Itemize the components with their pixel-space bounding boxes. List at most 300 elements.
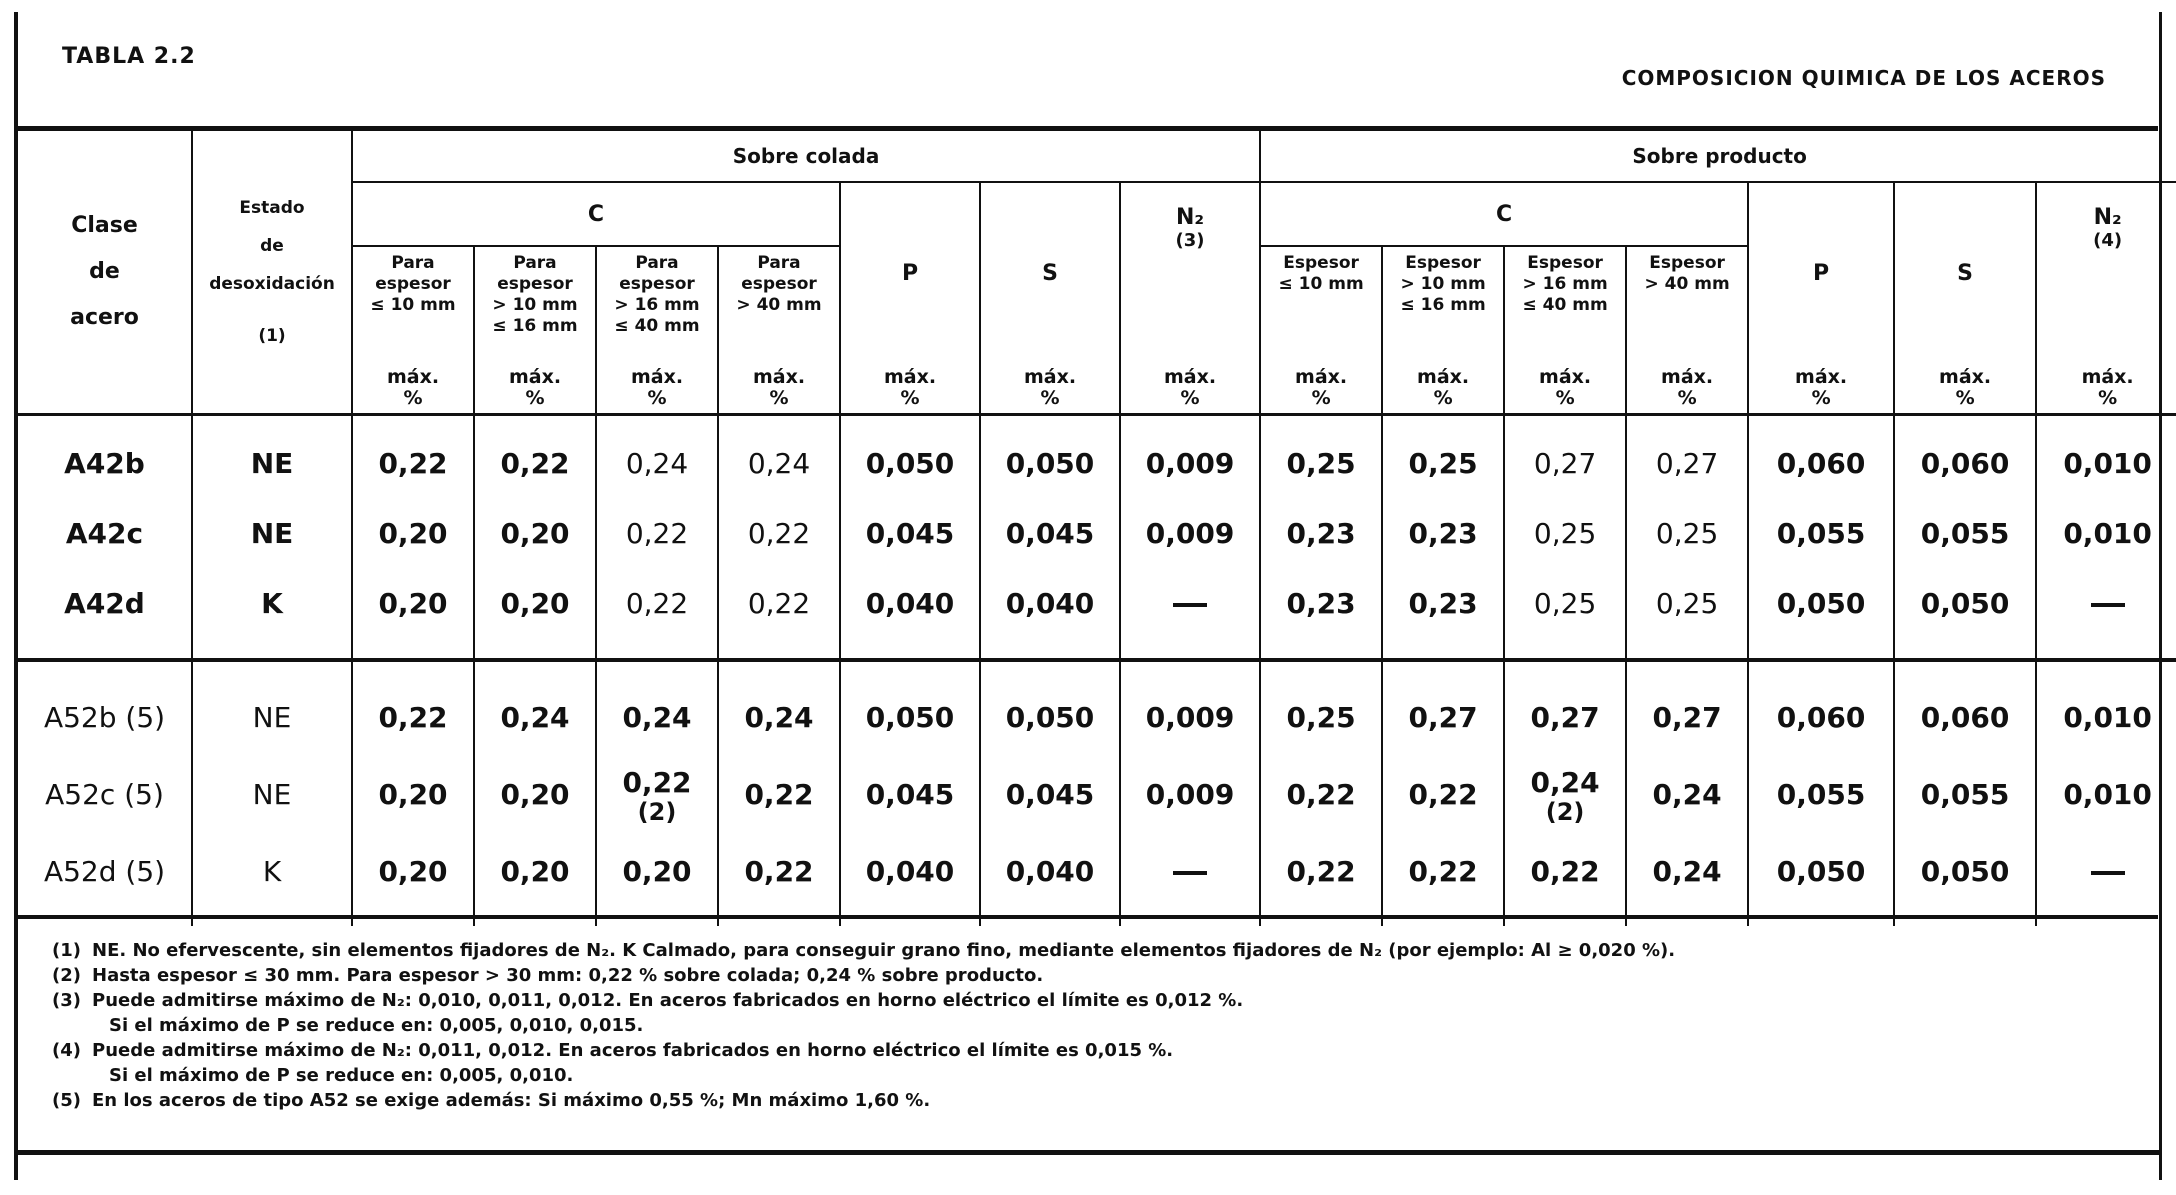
value-text: 0,010	[2063, 516, 2152, 550]
unit-max: máx.	[883, 366, 937, 388]
spacer-cell	[2036, 660, 2176, 682]
estado-header-line4: (1)	[258, 326, 286, 346]
bottom-rule	[14, 1150, 2162, 1155]
spacer-cell	[1382, 660, 1504, 682]
value-text: 0,050	[1776, 854, 1866, 888]
value-text: 0,045	[1005, 777, 1095, 811]
unit-cell	[1120, 363, 1260, 415]
value-cell	[352, 428, 474, 498]
colada-c-sub-2-line2: espesor	[497, 274, 573, 294]
colada-c-sub-3-line4: ≤ 40 mm	[614, 316, 700, 336]
value-text: 0,22	[1286, 777, 1356, 811]
spacer-cell	[1382, 415, 1504, 429]
value-cell	[840, 682, 980, 752]
spacer-cell	[1260, 660, 1382, 682]
footnote-number: (3)	[52, 990, 81, 1011]
inline-footnote-ref: (2)	[1545, 798, 1585, 826]
value-cell	[980, 836, 1120, 906]
value-text: 0,060	[1920, 700, 2010, 734]
spacer-cell	[18, 660, 192, 682]
colada-c-sub-1-line1: Para	[391, 253, 435, 273]
footnote-number: (5)	[52, 1090, 81, 1111]
footnote-number: (4)	[52, 1040, 81, 1061]
producto-c-sub-3-line2: > 16 mm	[1522, 274, 1608, 294]
colada-n2-header	[1120, 182, 1260, 363]
value-cell	[2036, 568, 2176, 638]
spacer-cell	[2036, 415, 2176, 429]
value-cell	[840, 568, 980, 638]
value-text: 0,25	[1655, 516, 1719, 550]
table-row	[18, 836, 2176, 906]
table-label: TABLA 2.2	[62, 44, 196, 69]
spacer-cell	[718, 638, 840, 660]
colada-c-sub-3-line2: espesor	[619, 274, 695, 294]
value-text: 0,045	[865, 777, 955, 811]
value-cell	[980, 568, 1120, 638]
footnote	[52, 1038, 1675, 1063]
spacer-cell	[980, 660, 1120, 682]
value-cell	[1382, 682, 1504, 752]
producto-c-sub-3-line3: ≤ 40 mm	[1522, 295, 1608, 315]
value-text: 0,20	[378, 516, 448, 550]
value-cell	[1894, 836, 2036, 906]
value-text: 0,24	[1530, 766, 1600, 799]
value-cell	[352, 568, 474, 638]
unit-percent: %	[525, 387, 545, 409]
value-cell	[980, 498, 1120, 568]
colada-c-sub-2-line4: ≤ 16 mm	[492, 316, 578, 336]
unit-percent: %	[647, 387, 667, 409]
value-text: 0,24	[747, 446, 811, 480]
dash-mark	[2091, 871, 2125, 875]
value-text: 0,22	[744, 854, 814, 888]
value-cell	[1748, 568, 1894, 638]
value-text: 0,27	[1408, 700, 1478, 734]
spacer-cell	[718, 660, 840, 682]
spacer-row	[18, 415, 2176, 429]
value-text: 0,20	[500, 516, 570, 550]
table-row	[18, 428, 2176, 498]
notes-rule	[18, 915, 2158, 919]
value-cell	[1894, 498, 2036, 568]
value-cell	[352, 752, 474, 836]
producto-c-sub-3	[1504, 246, 1626, 363]
spacer-cell	[840, 638, 980, 660]
footnote-text: Puede admitirse máximo de N₂: 0,011, 0,012. En aceros fabricados en horno eléctrico el límite es 0,015 %.	[92, 1040, 1174, 1061]
value-cell	[1626, 752, 1748, 836]
value-cell	[840, 428, 980, 498]
producto-c-sub-4-line2: > 40 mm	[1644, 274, 1730, 294]
value-cell	[718, 428, 840, 498]
value-text: 0,055	[1776, 516, 1866, 550]
spacer-cell	[1504, 660, 1626, 682]
unit-percent: %	[1955, 387, 1975, 409]
value-cell	[2036, 836, 2176, 906]
value-text: 0,22	[500, 446, 570, 480]
producto-n2-label: N₂	[2093, 205, 2122, 230]
spacer-cell	[192, 638, 352, 660]
unit-percent: %	[1311, 387, 1331, 409]
value-cell	[352, 836, 474, 906]
spacer-cell	[1626, 638, 1748, 660]
unit-cell	[1382, 363, 1504, 415]
value-text: 0,22	[625, 586, 689, 620]
footnote-text: NE. No efervescente, sin elementos fijadores de N₂. K Calmado, para conseguir grano fino, mediante elementos fijadores de N₂ (por ejemplo: Al ≥ 0,020 %).	[92, 940, 1676, 961]
spacer-cell	[1626, 660, 1748, 682]
value-text: 0,22	[1286, 854, 1356, 888]
value-cell	[840, 836, 980, 906]
spacer-cell	[980, 638, 1120, 660]
table-row	[18, 752, 2176, 836]
value-cell	[980, 682, 1120, 752]
value-text: 0,25	[1533, 586, 1597, 620]
value-cell	[1894, 428, 2036, 498]
dash-mark	[1173, 603, 1207, 607]
colada-c-sub-1	[352, 246, 474, 363]
unit-max: máx.	[1795, 366, 1848, 388]
value-text: 0,27	[1530, 700, 1600, 734]
footnote	[52, 1088, 1675, 1113]
clase-cell: A42b	[18, 428, 192, 498]
producto-c-sub-3-line1: Espesor	[1527, 253, 1603, 273]
sobre-colada-header: Sobre colada	[352, 131, 1260, 182]
value-cell	[474, 682, 596, 752]
value-cell	[1626, 836, 1748, 906]
colada-c-sub-3	[596, 246, 718, 363]
value-cell	[840, 498, 980, 568]
table-row	[18, 568, 2176, 638]
value-text: 0,009	[1145, 700, 1235, 734]
spacer-cell	[1120, 415, 1260, 429]
unit-max: máx.	[1023, 366, 1077, 388]
value-cell	[474, 752, 596, 836]
value-cell	[352, 498, 474, 568]
unit-max: máx.	[1661, 366, 1714, 388]
value-cell	[1626, 498, 1748, 568]
spacer-cell	[474, 638, 596, 660]
footnote	[52, 988, 1675, 1013]
value-cell	[1748, 498, 1894, 568]
unit-cell	[352, 363, 474, 415]
value-text: 0,20	[500, 777, 570, 811]
estado-header-line2: de	[260, 236, 284, 256]
value-cell	[2036, 428, 2176, 498]
value-cell	[1626, 568, 1748, 638]
producto-c-sub-2-line2: > 10 mm	[1400, 274, 1486, 294]
spacer-cell	[1748, 638, 1894, 660]
producto-c-sub-2-line3: ≤ 16 mm	[1400, 295, 1486, 315]
spacer-cell	[1894, 660, 2036, 682]
value-cell	[1894, 682, 2036, 752]
footnotes	[52, 938, 1675, 1113]
spacer-cell	[2036, 638, 2176, 660]
value-cell	[596, 498, 718, 568]
value-text: 0,055	[1920, 516, 2010, 550]
value-cell	[1504, 428, 1626, 498]
footnote-number: (1)	[52, 940, 81, 961]
spacer-cell	[596, 415, 718, 429]
value-cell	[1260, 498, 1382, 568]
inline-footnote-ref: (2)	[637, 798, 677, 826]
value-cell	[1894, 568, 2036, 638]
footnote-text: En los aceros de tipo A52 se exige además: Si máximo 0,55 %; Mn máximo 1,60 %.	[92, 1090, 931, 1111]
footnote-text: Hasta espesor ≤ 30 mm. Para espesor > 30 mm: 0,22 % sobre colada; 0,24 % sobre producto.	[92, 965, 1044, 986]
value-text: 0,22	[378, 700, 448, 734]
estado-cell: NE	[192, 682, 352, 752]
estado-header-line3: desoxidación	[209, 274, 335, 294]
value-text: 0,009	[1145, 516, 1235, 550]
table-row	[18, 498, 2176, 568]
value-cell	[1894, 752, 2036, 836]
value-cell	[1626, 428, 1748, 498]
unit-percent: %	[1040, 387, 1060, 409]
table-title: COMPOSICION QUIMICA DE LOS ACEROS	[1621, 66, 2106, 90]
value-cell	[1504, 752, 1626, 836]
value-cell	[718, 752, 840, 836]
value-cell	[1748, 752, 1894, 836]
spacer-cell	[1894, 415, 2036, 429]
spacer-cell	[1120, 660, 1260, 682]
value-text: 0,050	[1005, 446, 1095, 480]
unit-percent: %	[1811, 387, 1831, 409]
unit-max: máx.	[1539, 366, 1592, 388]
value-cell	[1626, 682, 1748, 752]
value-text: 0,23	[1408, 586, 1478, 620]
unit-cell	[840, 363, 980, 415]
footnote-continuation: Si el máximo de P se reduce en: 0,005, 0,010, 0,015.	[109, 1015, 644, 1036]
clase-cell: A52c (5)	[18, 752, 192, 836]
footnote-number: (2)	[52, 965, 81, 986]
spacer-cell	[1894, 638, 2036, 660]
value-text: 0,009	[1145, 446, 1235, 480]
spacer-cell	[840, 660, 980, 682]
value-text: 0,23	[1408, 516, 1478, 550]
colada-c-sub-2-line1: Para	[513, 253, 557, 273]
unit-percent: %	[2098, 387, 2118, 409]
unit-cell	[1260, 363, 1382, 415]
value-cell	[596, 682, 718, 752]
estado-cell: NE	[192, 498, 352, 568]
value-text: 0,20	[378, 854, 448, 888]
unit-percent: %	[900, 387, 920, 409]
value-text: 0,24	[1652, 777, 1722, 811]
value-cell	[474, 428, 596, 498]
value-cell	[2036, 682, 2176, 752]
unit-percent: %	[1555, 387, 1575, 409]
value-text: 0,22	[622, 766, 692, 799]
value-cell	[1504, 836, 1626, 906]
producto-p-header: P	[1748, 182, 1894, 363]
value-cell	[1748, 836, 1894, 906]
value-cell	[1504, 682, 1626, 752]
value-cell	[1120, 752, 1260, 836]
producto-c-sub-2-line1: Espesor	[1405, 253, 1481, 273]
value-text: 0,25	[1286, 700, 1356, 734]
value-text: 0,055	[1920, 777, 2010, 811]
table-body	[18, 415, 2176, 927]
value-text: 0,27	[1655, 446, 1719, 480]
value-cell	[718, 498, 840, 568]
value-text: 0,25	[1533, 516, 1597, 550]
value-text: 0,22	[744, 777, 814, 811]
value-cell	[2036, 752, 2176, 836]
value-text: 0,009	[1145, 777, 1235, 811]
value-text: 0,050	[1005, 700, 1095, 734]
colada-s-header: S	[980, 182, 1120, 363]
clase-cell: A42d	[18, 568, 192, 638]
producto-c-sub-4	[1626, 246, 1748, 363]
unit-max: máx.	[508, 366, 562, 388]
colada-c-sub-3-line1: Para	[635, 253, 679, 273]
value-cell	[596, 428, 718, 498]
value-cell	[1382, 568, 1504, 638]
value-text: 0,010	[2063, 700, 2152, 734]
composition-table	[18, 131, 2176, 926]
value-text: 0,20	[500, 854, 570, 888]
clase-header-line1: Clase	[71, 213, 138, 238]
unit-max: máx.	[630, 366, 684, 388]
spacer-cell	[474, 415, 596, 429]
producto-c-header: C	[1260, 182, 1748, 246]
colada-c-sub-2	[474, 246, 596, 363]
value-cell	[1382, 752, 1504, 836]
estado-header-line1: Estado	[239, 198, 305, 218]
value-cell	[1120, 836, 1260, 906]
unit-cell	[474, 363, 596, 415]
value-text: 0,24	[625, 446, 689, 480]
value-text: 0,040	[1005, 854, 1095, 888]
spacer-cell	[18, 415, 192, 429]
unit-cell	[1504, 363, 1626, 415]
value-text: 0,23	[1286, 586, 1356, 620]
value-text: 0,20	[378, 586, 448, 620]
spacer-row	[18, 660, 2176, 682]
unit-cell	[1748, 363, 1894, 415]
spacer-cell	[1626, 415, 1748, 429]
unit-max: máx.	[1939, 366, 1992, 388]
value-text: 0,23	[1286, 516, 1356, 550]
footnote	[52, 938, 1675, 963]
spacer-cell	[1382, 638, 1504, 660]
value-text: 0,055	[1776, 777, 1866, 811]
footnote	[52, 963, 1675, 988]
value-cell	[474, 498, 596, 568]
clase-cell: A52b (5)	[18, 682, 192, 752]
value-text: 0,050	[1920, 586, 2010, 620]
value-text: 0,040	[865, 854, 955, 888]
dash-mark	[2091, 603, 2125, 607]
value-cell	[718, 836, 840, 906]
value-text: 0,040	[1005, 586, 1095, 620]
spacer-cell	[352, 660, 474, 682]
value-text: 0,050	[865, 700, 955, 734]
spacer-cell	[840, 415, 980, 429]
value-text: 0,24	[744, 700, 814, 734]
estado-cell: NE	[192, 428, 352, 498]
value-text: 0,24	[1652, 854, 1722, 888]
producto-c-sub-1-line1: Espesor	[1283, 253, 1359, 273]
value-text: 0,22	[378, 446, 448, 480]
value-cell	[980, 428, 1120, 498]
value-cell	[1260, 568, 1382, 638]
colada-c-sub-4-line3: > 40 mm	[736, 295, 822, 315]
value-text: 0,22	[1408, 854, 1478, 888]
unit-percent: %	[1433, 387, 1453, 409]
spacer-cell	[1260, 415, 1382, 429]
value-cell	[1382, 836, 1504, 906]
value-text: 0,20	[622, 854, 692, 888]
unit-cell	[980, 363, 1120, 415]
sobre-producto-header: Sobre producto	[1260, 131, 2176, 182]
estado-cell: NE	[192, 752, 352, 836]
unit-max: máx.	[386, 366, 440, 388]
colada-c-header: C	[352, 182, 840, 246]
unit-cell	[1894, 363, 2036, 415]
value-cell	[596, 568, 718, 638]
value-cell	[840, 752, 980, 836]
colada-p-header: P	[840, 182, 980, 363]
spacer-cell	[18, 638, 192, 660]
spacer-cell	[718, 415, 840, 429]
value-text: 0,010	[2063, 777, 2152, 811]
value-cell	[1260, 752, 1382, 836]
value-cell	[1748, 682, 1894, 752]
value-cell	[1260, 682, 1382, 752]
value-text: 0,22	[747, 516, 811, 550]
unit-max: máx.	[1417, 366, 1470, 388]
unit-cell	[1626, 363, 1748, 415]
spacer-cell	[352, 638, 474, 660]
spacer-cell	[1748, 660, 1894, 682]
value-text: 0,27	[1533, 446, 1597, 480]
value-cell	[352, 682, 474, 752]
spacer-cell	[980, 415, 1120, 429]
value-text: 0,22	[1530, 854, 1600, 888]
producto-c-sub-2	[1382, 246, 1504, 363]
value-cell	[718, 568, 840, 638]
unit-max: máx.	[2081, 366, 2134, 388]
value-text: 0,24	[622, 700, 692, 734]
spacer-cell	[192, 415, 352, 429]
value-cell	[718, 682, 840, 752]
producto-c-sub-1-line2: ≤ 10 mm	[1278, 274, 1364, 294]
value-cell	[1504, 498, 1626, 568]
colada-c-sub-4-line2: espesor	[741, 274, 817, 294]
unit-percent: %	[1677, 387, 1697, 409]
clase-cell: A52d (5)	[18, 836, 192, 906]
spacer-row	[18, 638, 2176, 660]
spacer-cell	[1748, 415, 1894, 429]
value-cell	[1260, 428, 1382, 498]
estado-cell: K	[192, 836, 352, 906]
colada-c-sub-1-line3: ≤ 10 mm	[370, 295, 456, 315]
producto-n2-note: (4)	[2093, 230, 2123, 251]
value-cell	[1260, 836, 1382, 906]
table-row	[18, 682, 2176, 752]
value-cell	[596, 752, 718, 836]
value-text: 0,050	[1920, 854, 2010, 888]
value-cell	[1120, 498, 1260, 568]
value-text: 0,060	[1776, 700, 1866, 734]
value-text: 0,060	[1776, 446, 1866, 480]
colada-c-sub-1-line2: espesor	[375, 274, 451, 294]
value-text: 0,060	[1920, 446, 2010, 480]
estado-cell: K	[192, 568, 352, 638]
value-cell	[1748, 428, 1894, 498]
spacer-cell	[1504, 415, 1626, 429]
colada-c-sub-3-line3: > 16 mm	[614, 295, 700, 315]
value-text: 0,22	[747, 586, 811, 620]
